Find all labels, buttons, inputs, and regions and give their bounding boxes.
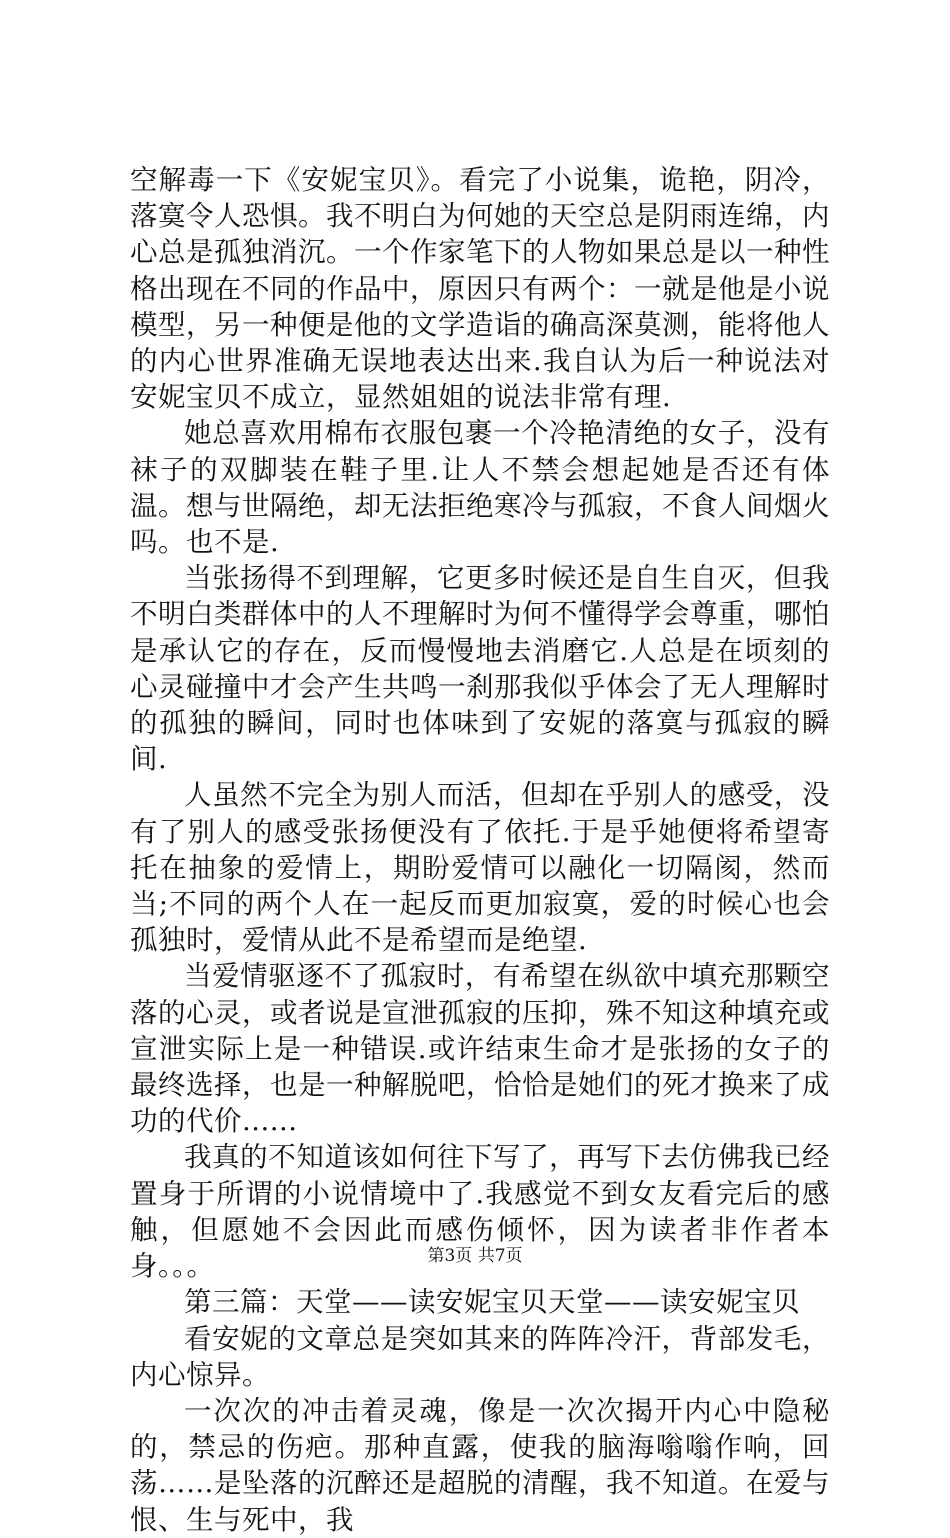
paragraph-3: 当张扬得不到理解，它更多时候还是自生自灭，但我不明白类群体中的人不理解时为何不懂得学会尊重，哪怕是承认它的存在，反而慢慢地去消磨它.人总是在顷刻的心灵碰撞中才会产生共鸣一刹那我似乎体会了无人理解时的孤独的瞬间，同时也体味到了安妮的落寞与孤寂的瞬间. [130,562,830,776]
paragraph-4: 人虽然不完全为别人而活，但却在乎别人的感受，没有了别人的感受张扬便没有了依托.于是乎她便将希望寄托在抽象的爱情上，期盼爱情可以融化一切隔阂，然而当;不同的两个人在一起反而更加寂寞，爱的时候心也会孤独时，爱情从此不是希望而是绝望. [130,779,830,957]
paragraph-2: 她总喜欢用棉布衣服包裹一个冷艳清绝的女子，没有袜子的双脚装在鞋子里.让人不禁会想起她是否还有体温。想与世隔绝，却无法拒绝寒冷与孤寂，不食人间烟火吗。也不是. [130,417,830,559]
document-body [130,162,830,1538]
paragraph-8: 一次次的冲击着灵魂，像是一次次揭开内心中隐秘的，禁忌的伤疤。那种直露，使我的脑海嗡嗡作响，回荡……是坠落的沉醉还是超脱的清醒，我不知道。在爱与恨、生与死中，我 [130,1394,830,1536]
paragraph-5: 当爱情驱逐不了孤寂时，有希望在纵欲中填充那颗空落的心灵，或者说是宣泄孤寂的压抑，殊不知这种填充或宣泄实际上是一种错误.或许结束生命才是张扬的女子的最终选择，也是一种解脱吧，恰恰是她们的死才换来了成功的代价...... [130,960,830,1138]
section-heading: 第三篇：天堂——读安妮宝贝天堂——读安妮宝贝 [184,1286,800,1319]
paragraph-6: 我真的不知道该如何往下写了，再写下去仿佛我已经置身于所谓的小说情境中了.我感觉不到女友看完后的感触，但愿她不会因此而感伤倾怀，因为读者非作者本身。。。 [130,1141,830,1283]
paragraph-7: 看安妮的文章总是突如其来的阵阵冷汗，背部发毛，内心惊异。 [130,1322,830,1391]
paragraph-1: 空解毒一下《安妮宝贝》。看完了小说集，诡艳，阴冷，落寞令人恐惧。我不明白为何她的天空总是阴雨连绵，内心总是孤独消沉。一个作家笔下的人物如果总是以一种性格出现在不同的作品中，原因只有两个：一就是他是小说模型，另一种便是他的文学造诣的确高深莫测，能将他人的内心世界准确无误地表达出来.我自认为后一种说法对安妮宝贝不成立，显然姐姐的说法非常有理. [130,164,830,414]
page-number-footer: 第3页 共7页 [427,1246,523,1266]
